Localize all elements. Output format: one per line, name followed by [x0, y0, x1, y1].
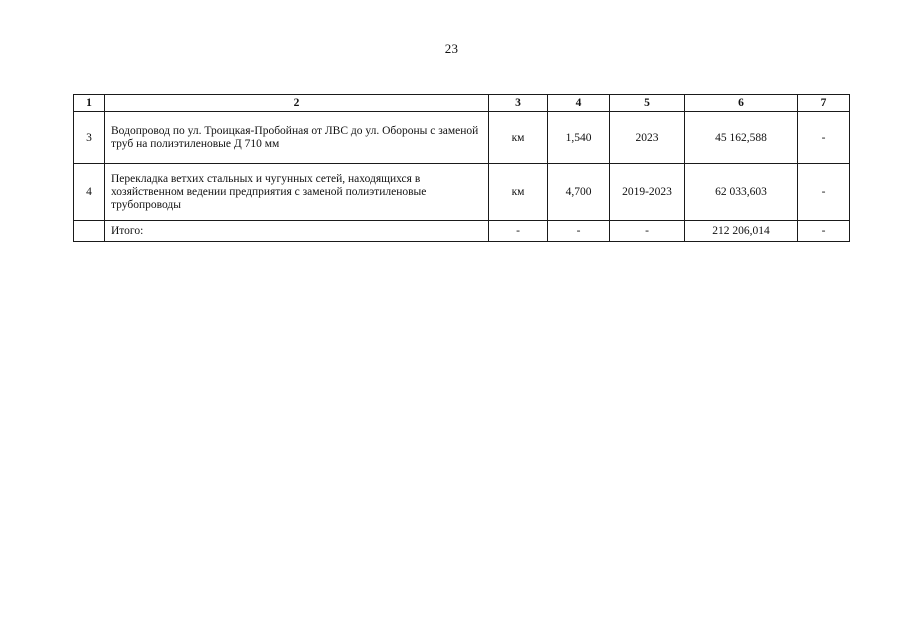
table-header-row — [74, 95, 850, 112]
cost-cell: 62 033,603 — [685, 164, 798, 221]
cost-cell: 45 162,588 — [685, 112, 798, 164]
period-cell: 2023 — [610, 112, 685, 164]
header-cell: 7 — [798, 95, 850, 112]
period-cell: - — [610, 221, 685, 242]
header-cell: 2 — [105, 95, 489, 112]
length-cell: 1,540 — [548, 112, 610, 164]
period-cell: 2019-2023 — [610, 164, 685, 221]
unit-cell: км — [489, 164, 548, 221]
note-cell: - — [798, 112, 850, 164]
row-number-cell: 3 — [74, 112, 105, 164]
total-cost-cell: 212 206,014 — [685, 221, 798, 242]
total-label: Итого: — [105, 221, 489, 242]
header-cell: 3 — [489, 95, 548, 112]
total-row — [74, 221, 850, 242]
length-cell: 4,700 — [548, 164, 610, 221]
header-cell: 5 — [610, 95, 685, 112]
table-row — [74, 164, 850, 221]
description-cell: Водопровод по ул. Троицкая-Пробойная от ЛВС до ул. Обороны с заменой труб на полиэтиленовые Д 710 мм — [105, 112, 489, 164]
note-cell: - — [798, 221, 850, 242]
page-number: 23 — [444, 41, 459, 56]
unit-cell: км — [489, 112, 548, 164]
investment-table — [73, 94, 850, 242]
row-number-cell — [74, 221, 105, 242]
description-cell: Перекладка ветхих стальных и чугунных сетей, находящихся в хозяйственном ведении предприятия с заменой полиэтиленовые трубопроводы — [105, 164, 489, 221]
length-cell: - — [548, 221, 610, 242]
header-cell: 1 — [74, 95, 105, 112]
table-row — [74, 112, 850, 164]
header-cell: 4 — [548, 95, 610, 112]
row-number-cell: 4 — [74, 164, 105, 221]
header-cell: 6 — [685, 95, 798, 112]
note-cell: - — [798, 164, 850, 221]
unit-cell: - — [489, 221, 548, 242]
